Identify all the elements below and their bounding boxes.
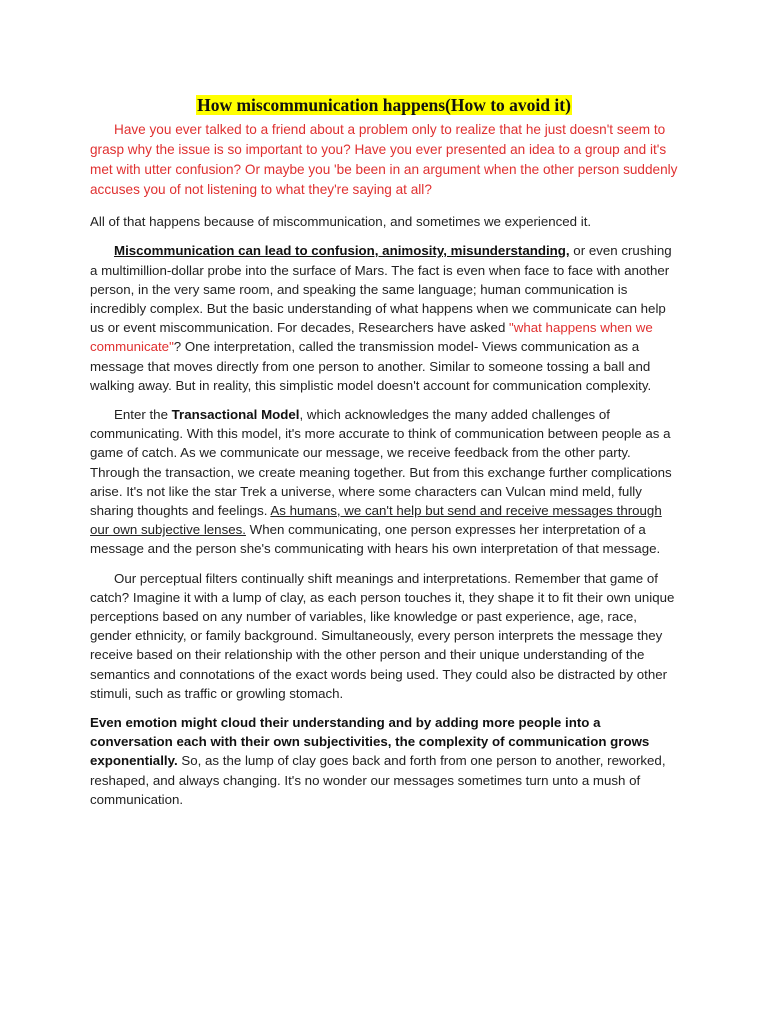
paragraph-5-bold: Even emotion might cloud their understanding and by adding more people into a conversation each with their own subjectivities, the complexity of communication grows exponentially. [90,715,650,769]
intro-paragraph: Have you ever talked to a friend about a problem only to realize that he just doesn't seem to grasp why the issue is so important to you? Have you ever presented an idea to a group and it's met with utter confusion? Or maybe you 'be been in an argument when the other person suddenly accuses you of not listening to what they're saying at all? [90,122,678,198]
document-page [90,94,678,819]
paragraph-3-bold: Transactional Model [171,407,300,423]
paragraph-2-lead: Miscommunication can lead to confusion, animosity, misunderstanding, [114,243,570,259]
paragraph-4: Our perceptual filters continually shift meanings and interpretations. Remember that game of catch? Imagine it with a lump of clay, as each person touches it, they shape it to fit their own unique perceptions based on any number of variables, like knowledge or past experience, age, race, gender ethnicity, or family background. Simultaneously, every person interprets the message they receive based on their relationship with the other person and their unique understanding of the semantics and connotations of the exact words being used. They could also be distracted by other stimuli, such as traffic or growling stomach. [90,570,675,701]
paragraph-2 [90,241,678,395]
paragraph-3-text-a: Enter the [114,407,172,423]
paragraph-2-text-a: or even crushing a multimillion-dollar probe into the surface of Mars. The fact is even when face to face with another person, in the very same room, and speaking the same language; human communication is incredibly complex. But the basic understanding of what happens when we communicate can help us or event miscommunication. For decades, Researchers have asked [90,243,672,336]
title-block [90,94,678,116]
paragraph-3-text-b: , which acknowledges the many added challenges of communicating. With this model, it's more accurate to think of communication between people as a game of catch. As we communicate our message, we receive feedback from the other party. Through the transaction, we create meaning together. But from this exchange further complications arise. It's not like the star Trek a universe, where some characters can Vulcan mind meld, fully sharing thoughts and feelings. [90,407,672,519]
paragraph-2-quote: "what happens when we communicate" [90,320,653,355]
paragraph-5-text: So, as the lump of clay goes back and forth from one person to another, reworked, reshaped, and always changing. It's no wonder our messages sometimes turn unto a mush of communication. [90,753,666,807]
document-title: How miscommunication happens(How to avoid it) [197,95,571,115]
paragraph-3-underlined: As humans, we can't help but send and receive messages through our own subjective lenses. [90,503,662,538]
paragraph-5 [90,713,678,809]
paragraph-1: All of that happens because of miscommunication, and sometimes we experienced it. [90,214,592,230]
paragraph-2-text-b: ? One interpretation, called the transmission model- Views communication as a message that moves directly from one person to another. Similar to someone tossing a ball and walking away. But in reality, this simplistic model doesn't account for communication complexity. [90,339,652,393]
paragraph-3 [90,405,678,559]
paragraph-3-text-c: When communicating, one person expresses her interpretation of a message and the person she's communicating with hears his own interpretation of that message. [90,522,661,557]
